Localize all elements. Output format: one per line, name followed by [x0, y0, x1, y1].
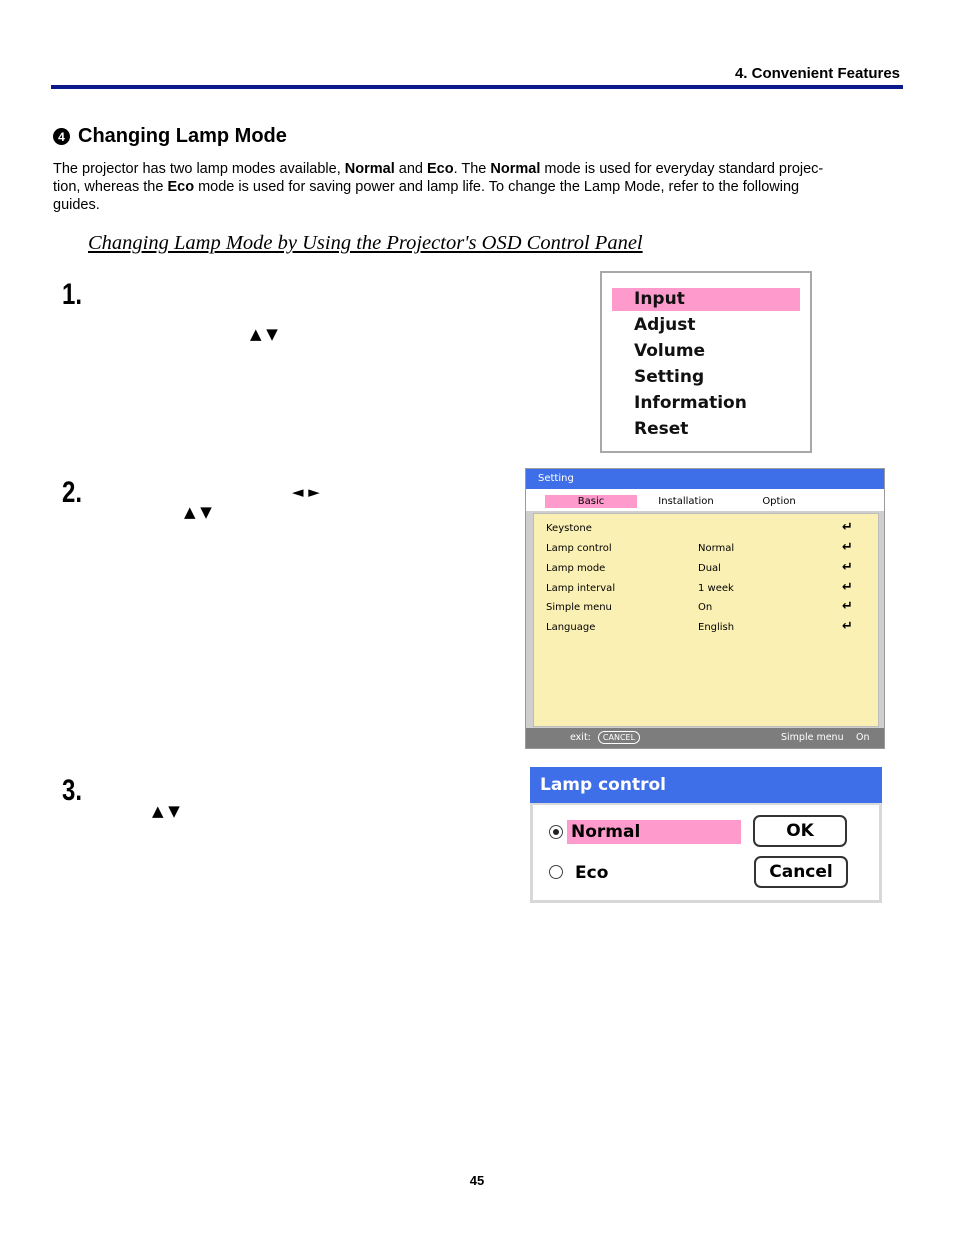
left-right-arrows-icon: ◄ ► — [292, 483, 320, 501]
up-down-arrows-icon: ▲ ▼ — [152, 802, 180, 820]
intro-text: mode is used for everyday standard projec- — [540, 161, 824, 177]
setting-row-value: Dual — [698, 563, 721, 574]
enter-icon: ↵ — [842, 520, 853, 535]
subheading: Changing Lamp Mode by Using the Projector's OSD Control Panel — [88, 232, 643, 254]
header-rule — [51, 85, 903, 89]
cancel-key-icon: CANCEL — [598, 731, 640, 744]
step-number-3: 3. — [62, 774, 83, 807]
intro-paragraph — [53, 160, 893, 214]
radio-eco[interactable] — [549, 865, 563, 879]
intro-text: mode is used for saving power and lamp life. To change the Lamp Mode, refer to the following — [194, 179, 800, 195]
ok-button[interactable]: OK — [753, 815, 847, 847]
section-title — [53, 125, 287, 148]
option-eco[interactable]: Eco — [575, 863, 609, 883]
setting-row-value: On — [698, 602, 713, 613]
exit-hint — [570, 728, 640, 748]
intro-text: guides. — [53, 197, 100, 213]
setting-panel-title: Setting — [526, 469, 884, 489]
setting-row-label: Language — [546, 622, 596, 633]
tab-option[interactable]: Option — [762, 496, 796, 507]
enter-icon: ↵ — [842, 560, 853, 575]
lamp-dialog-body — [533, 805, 879, 900]
bold-term: Eco — [167, 179, 195, 195]
menu-item-information[interactable]: Information — [634, 393, 747, 413]
setting-row-lamp-mode[interactable] — [546, 561, 866, 577]
enter-icon: ↵ — [842, 619, 853, 634]
step-number-2: 2. — [62, 476, 83, 509]
enter-icon: ↵ — [842, 580, 853, 595]
intro-text: The projector has two lamp modes available, — [53, 161, 345, 177]
radio-normal[interactable] — [549, 825, 563, 839]
setting-row-label: Simple menu — [546, 602, 612, 613]
page-number: 45 — [469, 1173, 485, 1188]
setting-row-keystone[interactable] — [546, 521, 866, 537]
tab-installation[interactable]: Installation — [658, 496, 714, 507]
setting-row-language[interactable] — [546, 620, 866, 636]
osd-setting-panel — [525, 468, 885, 749]
menu-item-setting[interactable]: Setting — [634, 367, 705, 387]
step-number-1: 1. — [62, 278, 83, 311]
bold-term: Normal — [490, 161, 541, 177]
setting-row-value: Normal — [698, 543, 735, 554]
running-head: 4. Convenient Features — [734, 65, 900, 82]
setting-list — [533, 513, 879, 727]
enter-icon: ↵ — [842, 599, 853, 614]
setting-row-lamp-interval[interactable] — [546, 581, 866, 597]
setting-row-value: 1 week — [698, 583, 734, 594]
option-normal[interactable]: Normal — [567, 820, 741, 844]
setting-row-label: Lamp interval — [546, 583, 616, 594]
section-title-text: Changing Lamp Mode — [78, 125, 287, 147]
up-down-arrows-icon: ▲ ▼ — [250, 325, 278, 343]
up-down-arrows-icon: ▲ ▼ — [184, 503, 212, 521]
menu-item-reset[interactable]: Reset — [634, 419, 689, 439]
setting-row-simple-menu[interactable] — [546, 600, 866, 616]
simple-menu-value: On — [856, 732, 870, 743]
enter-icon: ↵ — [842, 540, 853, 555]
osd-main-menu — [600, 271, 812, 453]
setting-tabs — [526, 489, 884, 511]
setting-row-label: Keystone — [546, 523, 592, 534]
menu-item-adjust[interactable]: Adjust — [634, 315, 696, 335]
lamp-dialog-title: Lamp control — [530, 767, 882, 803]
intro-text: . The — [453, 161, 491, 177]
bold-term: Eco — [426, 161, 454, 177]
setting-row-value: English — [698, 622, 735, 633]
setting-row-label: Lamp control — [546, 543, 612, 554]
simple-menu-label: Simple menu — [781, 732, 844, 743]
bold-term: Normal — [344, 161, 395, 177]
intro-text: and — [394, 161, 427, 177]
lamp-control-dialog — [530, 767, 882, 903]
menu-item-volume[interactable]: Volume — [634, 341, 706, 361]
exit-label: exit: — [570, 732, 591, 743]
numbered-bullet-icon: 4 — [53, 128, 70, 145]
setting-row-label: Lamp mode — [546, 563, 606, 574]
cancel-button[interactable]: Cancel — [754, 856, 848, 888]
setting-row-lamp-control[interactable] — [546, 541, 866, 557]
tab-basic[interactable]: Basic — [545, 495, 637, 508]
menu-item-input[interactable]: Input — [612, 288, 800, 311]
intro-text: tion, whereas the — [53, 179, 168, 195]
setting-footer — [526, 728, 884, 748]
